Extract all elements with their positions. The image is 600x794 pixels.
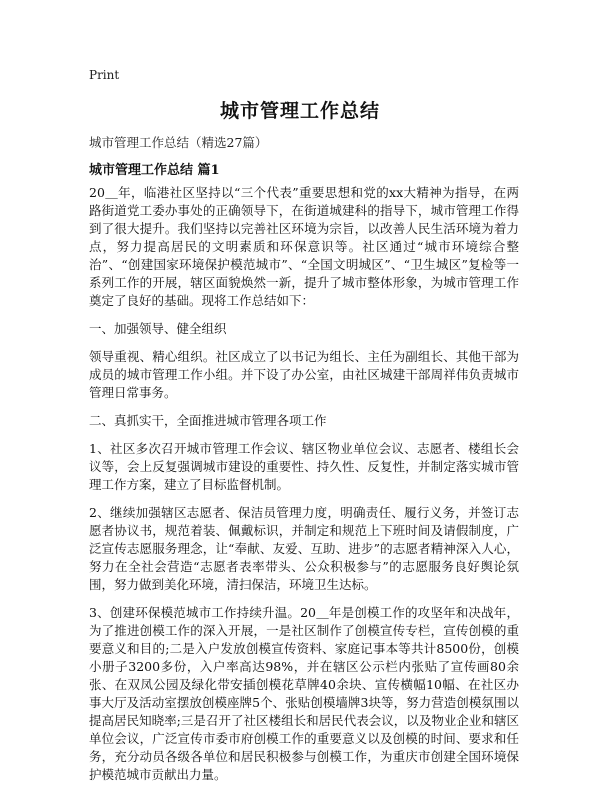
- paragraph-heading-2: 二、真抓实干，全面推进城市管理各项工作: [89, 413, 327, 428]
- document-body: [89, 184, 519, 794]
- paragraph-intro: 20＿年，临港社区坚持以“三个代表”重要思想和党的xx大精神为指导，在两路街道党工委办事处的正确领导下，在街道城建科的指导下，城市管理工作得到了很大提升。我们坚持以完善社区环境为宗旨，以改善人民生活环境为着力点，努力提高居民的文明素质和环保意识等。社区通过“城市环境综合整治”、“创建国家环境保护模范城市”、“全国文明城区”、“卫生城区”复检等一系列工作的开展，辖区面貌焕然一新，提升了城市整体形象，为城市管理工作奠定了良好的基础。现将工作总结如下：: [89, 185, 519, 308]
- paragraph-item-2: 2、继续加强辖区志愿者、保洁员管理力度，明确责任、履行义务，并签订志愿者协议书，规范着装、佩戴标识，并制定和规范上下班时间及请假制度，广泛宣传志愿服务理念，让“奉献、友爱、互助、进步”的志愿者精神深入人心，努力在全社会营造“志愿者表率带头、公众积极参与”的志愿服务良好舆论氛围，努力做到美化环境，清扫保洁，环境卫生达标。: [89, 505, 519, 592]
- print-label[interactable]: Print: [89, 68, 120, 82]
- paragraph-item-1: 1、社区多次召开城市管理工作会议、辖区物业单位会议、志愿者、楼组长会议等，会上反复强调城市建设的重要性、持久性、反复性，并制定落实城市管理工作方案，建立了目标监督机制。: [89, 441, 519, 492]
- paragraph-leadership: 领导重视、精心组织。社区成立了以书记为组长、主任为副组长、其他干部为成员的城市管理工作小组。并下设了办公室，由社区城建干部周祥伟负责城市管理日常事务。: [89, 349, 519, 400]
- page-title: 城市管理工作总结: [219, 100, 380, 122]
- paragraph-item-3: 3、创建环保模范城市工作持续升温。20＿年是创模工作的攻坚年和决战年，为了推进创模工作的深入开展，一是社区制作了创模宣传专栏，宣传创模的重要意义和目的;二是入户发放创模宣传资料、家庭记事本等共计8500份，创模小册子3200多份，入户率高达98%，并在辖区公示栏内张贴了宣传画80余张、在双凤公园及绿化带安插创模花草牌40余块、宣传横幅10幅、在社区办事大厅及活动室摆放创模座牌5个、张贴创模墙牌3块等，努力营造创模氛围以提高居民知晓率;三是召开了社区楼组长和居民代表会议，以及物业企业和辖区单位会议，广泛宣传市委市府创模工作的重要意义以及创模的时间、要求和任务，充分动员各级各单位和居民积极参与创模工作，为重庆市创建全国环境保护模范城市贡献出力量。: [89, 605, 519, 782]
- section-heading: 城市管理工作总结 篇1: [89, 163, 220, 178]
- document-subtitle: 城市管理工作总结（精选27篇）: [89, 135, 268, 150]
- paragraph-heading-1: 一、加强领导、健全组织: [89, 321, 227, 336]
